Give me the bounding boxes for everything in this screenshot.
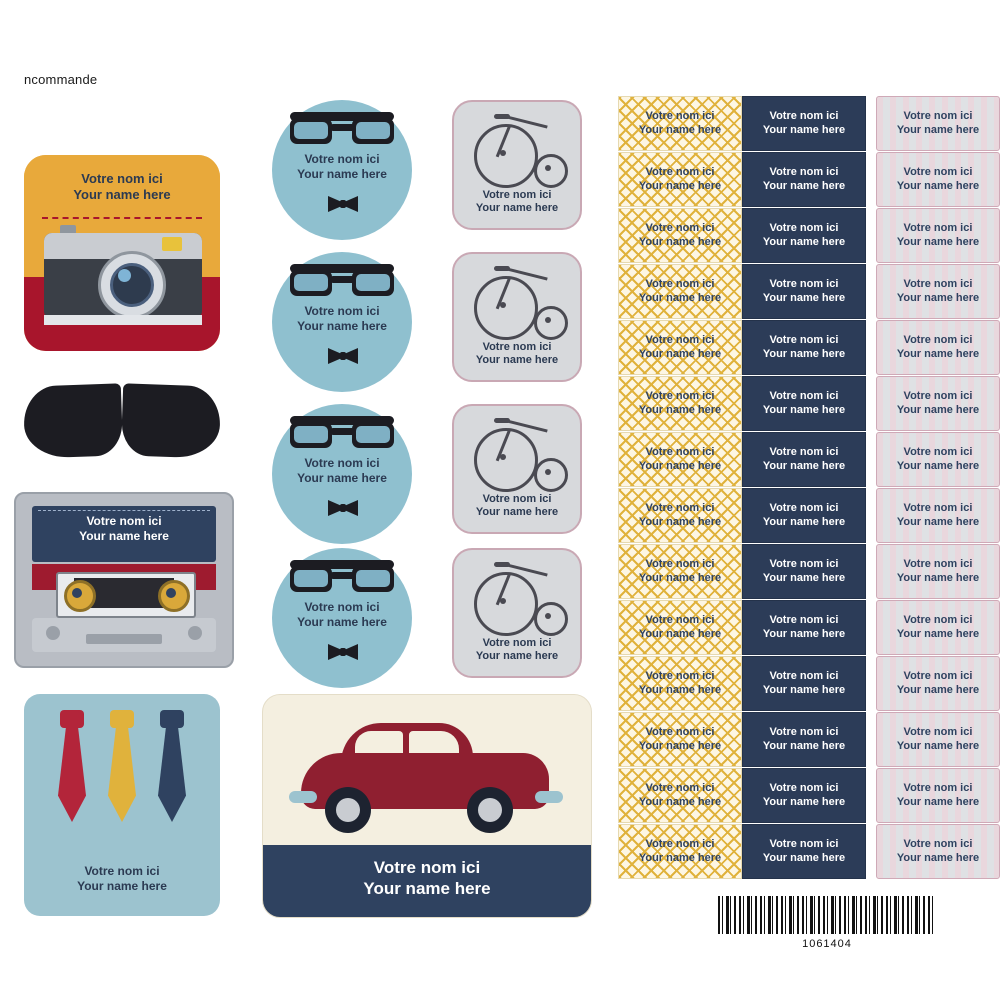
bowtie-icon — [328, 500, 358, 516]
car-bumper-front-icon — [289, 791, 317, 803]
cassette-label-name — [32, 514, 216, 544]
name-line-1: Votre nom ici — [903, 445, 973, 458]
mustache-label[interactable] — [24, 385, 220, 465]
name-line-2: Your name here — [762, 347, 846, 360]
bicycle-rear-wheel-icon — [534, 154, 568, 188]
bicycle-label-name — [454, 189, 580, 217]
bicycle-rear-hub-icon — [545, 165, 551, 171]
necktie-yellow-icon — [102, 710, 142, 822]
name-line-2: Your name here — [896, 683, 980, 696]
strip-name — [763, 614, 845, 642]
strip-name — [763, 670, 845, 698]
car-label-name — [263, 857, 591, 900]
name-line-2: Your name here — [762, 179, 846, 192]
strip-name — [897, 278, 979, 306]
name-line-1: Votre nom ici — [645, 557, 715, 570]
chevron-strip-column — [618, 96, 740, 880]
car-label[interactable] — [262, 694, 592, 918]
name-line-2: Your name here — [363, 879, 491, 899]
name-strip[interactable] — [742, 488, 866, 543]
name-line-2: Your name here — [896, 627, 980, 640]
name-line-1: Votre nom ici — [769, 557, 839, 570]
strip-name — [639, 782, 721, 810]
name-line-2: Your name here — [297, 319, 387, 333]
name-line-1: Votre nom ici — [903, 501, 973, 514]
name-line-2: Your name here — [77, 879, 167, 893]
name-strip[interactable] — [618, 824, 742, 879]
glasses-icon — [290, 416, 394, 450]
name-line-2: Your name here — [762, 235, 846, 248]
name-strip[interactable] — [876, 152, 1000, 207]
bicycle-front-hub-icon — [500, 454, 506, 460]
strip-name — [639, 390, 721, 418]
name-strip[interactable] — [742, 600, 866, 655]
name-line-1: Votre nom ici — [769, 669, 839, 682]
name-line-2: Your name here — [638, 571, 722, 584]
name-line-2: Your name here — [896, 571, 980, 584]
name-strip[interactable] — [876, 264, 1000, 319]
name-line-1: Votre nom ici — [645, 389, 715, 402]
strip-name — [897, 446, 979, 474]
name-line-1: Votre nom ici — [482, 340, 552, 353]
name-line-2: Your name here — [896, 459, 980, 472]
strip-name — [897, 838, 979, 866]
camera-label-name — [24, 171, 220, 204]
strip-name — [763, 782, 845, 810]
name-line-1: Votre nom ici — [645, 445, 715, 458]
bicycle-rear-hub-icon — [545, 469, 551, 475]
bicycle-front-hub-icon — [500, 598, 506, 604]
name-strip[interactable] — [742, 208, 866, 263]
name-line-2: Your name here — [475, 202, 559, 215]
bicycle-square-label[interactable] — [452, 252, 582, 382]
name-line-1: Votre nom ici — [645, 277, 715, 290]
strip-name — [763, 334, 845, 362]
name-line-2: Your name here — [762, 459, 846, 472]
strip-name — [897, 222, 979, 250]
name-strip[interactable] — [618, 96, 742, 151]
name-line-1: Votre nom ici — [903, 781, 973, 794]
name-strip[interactable] — [742, 656, 866, 711]
name-line-1: Votre nom ici — [769, 277, 839, 290]
barcode-number: 1061404 — [802, 938, 852, 950]
name-line-2: Your name here — [475, 354, 559, 367]
name-line-2: Your name here — [79, 529, 169, 543]
name-line-2: Your name here — [638, 179, 722, 192]
name-line-1: Votre nom ici — [903, 389, 973, 402]
bicycle-front-wheel-icon — [474, 572, 538, 636]
strip-name — [763, 222, 845, 250]
name-line-1: Votre nom ici — [645, 109, 715, 122]
name-line-2: Your name here — [762, 851, 846, 864]
strip-name — [639, 670, 721, 698]
bicycle-square-label[interactable] — [452, 100, 582, 230]
strip-name — [639, 726, 721, 754]
ties-label[interactable] — [24, 694, 220, 916]
name-line-1: Votre nom ici — [84, 864, 160, 878]
name-line-1: Votre nom ici — [769, 725, 839, 738]
cassette-head-slot-icon — [86, 634, 162, 644]
necktie-red-icon — [52, 710, 92, 822]
barcode-icon — [718, 896, 936, 934]
ties-label-name — [24, 864, 220, 894]
name-line-1: Votre nom ici — [645, 781, 715, 794]
name-line-1: Votre nom ici — [645, 837, 715, 850]
strip-name — [763, 446, 845, 474]
name-strip[interactable] — [742, 768, 866, 823]
bicycle-label-name — [454, 637, 580, 665]
name-line-1: Votre nom ici — [903, 333, 973, 346]
name-strip[interactable] — [618, 152, 742, 207]
name-strip[interactable] — [876, 320, 1000, 375]
strip-name — [763, 558, 845, 586]
strip-name — [763, 278, 845, 306]
name-line-2: Your name here — [638, 683, 722, 696]
cassette-reel-left-hub-icon — [72, 588, 82, 598]
name-line-1: Votre nom ici — [304, 152, 380, 166]
name-strip[interactable] — [876, 712, 1000, 767]
glasses-icon — [290, 112, 394, 146]
cassette-screw-hole-icon — [46, 626, 60, 640]
name-line-1: Votre nom ici — [304, 304, 380, 318]
name-line-2: Your name here — [762, 515, 846, 528]
name-line-2: Your name here — [638, 291, 722, 304]
name-line-2: Your name here — [638, 347, 722, 360]
name-line-1: Votre nom ici — [645, 669, 715, 682]
name-line-2: Your name here — [762, 739, 846, 752]
glasses-round-label[interactable] — [272, 548, 412, 688]
name-line-2: Your name here — [896, 851, 980, 864]
name-line-2: Your name here — [896, 179, 980, 192]
car-name-band — [263, 845, 591, 917]
name-line-1: Votre nom ici — [86, 514, 162, 528]
strip-name — [897, 110, 979, 138]
name-line-1: Votre nom ici — [769, 613, 839, 626]
name-line-2: Your name here — [297, 615, 387, 629]
name-strip[interactable] — [876, 544, 1000, 599]
mustache-left-icon — [23, 383, 123, 458]
name-line-2: Your name here — [896, 403, 980, 416]
cassette-screw-hole-icon — [188, 626, 202, 640]
name-strip[interactable] — [618, 208, 742, 263]
bicycle-front-hub-icon — [500, 302, 506, 308]
name-line-2: Your name here — [638, 515, 722, 528]
name-strip[interactable] — [742, 264, 866, 319]
strip-name — [639, 278, 721, 306]
name-strip[interactable] — [876, 600, 1000, 655]
name-strip[interactable] — [618, 656, 742, 711]
bicycle-square-label[interactable] — [452, 404, 582, 534]
strip-name — [639, 502, 721, 530]
name-strip[interactable] — [618, 544, 742, 599]
order-header-text: ncommande — [24, 72, 98, 87]
name-line-1: Votre nom ici — [903, 165, 973, 178]
camera-lens-inner-icon — [110, 263, 154, 307]
name-line-1: Votre nom ici — [645, 165, 715, 178]
name-strip[interactable] — [742, 824, 866, 879]
name-strip[interactable] — [618, 376, 742, 431]
name-line-1: Votre nom ici — [769, 109, 839, 122]
name-strip[interactable] — [876, 432, 1000, 487]
name-line-2: Your name here — [896, 235, 980, 248]
name-line-2: Your name here — [638, 403, 722, 416]
name-line-2: Your name here — [896, 795, 980, 808]
name-line-1: Votre nom ici — [903, 221, 973, 234]
name-line-1: Votre nom ici — [304, 456, 380, 470]
name-line-1: Votre nom ici — [903, 669, 973, 682]
name-strip[interactable] — [618, 320, 742, 375]
strip-name — [639, 334, 721, 362]
name-strip[interactable] — [742, 544, 866, 599]
car-bumper-rear-icon — [535, 791, 563, 803]
bicycle-front-wheel-icon — [474, 428, 538, 492]
name-strip[interactable] — [742, 376, 866, 431]
car-wheel-rear-icon — [467, 787, 513, 833]
bicycle-square-label[interactable] — [452, 548, 582, 678]
name-line-2: Your name here — [638, 851, 722, 864]
glasses-icon — [290, 560, 394, 594]
glasses-round-label[interactable] — [272, 404, 412, 544]
name-line-1: Votre nom ici — [769, 333, 839, 346]
name-strip[interactable] — [742, 96, 866, 151]
strip-name — [763, 838, 845, 866]
name-line-1: Votre nom ici — [769, 389, 839, 402]
glasses-label-name — [272, 152, 412, 182]
strip-name — [897, 782, 979, 810]
strip-name — [763, 390, 845, 418]
bicycle-front-wheel-icon — [474, 276, 538, 340]
bowtie-icon — [328, 196, 358, 212]
camera-label[interactable] — [24, 155, 220, 351]
strip-name — [639, 110, 721, 138]
strip-name — [897, 614, 979, 642]
bowtie-icon — [328, 348, 358, 364]
name-line-1: Votre nom ici — [769, 445, 839, 458]
name-line-2: Your name here — [896, 515, 980, 528]
name-strip[interactable] — [876, 208, 1000, 263]
mustache-right-icon — [121, 383, 221, 458]
name-line-2: Your name here — [638, 627, 722, 640]
strip-name — [639, 614, 721, 642]
name-line-2: Your name here — [297, 167, 387, 181]
name-line-1: Votre nom ici — [81, 171, 163, 186]
name-line-1: Votre nom ici — [769, 165, 839, 178]
strip-name — [639, 838, 721, 866]
name-line-2: Your name here — [896, 123, 980, 136]
name-line-2: Your name here — [762, 627, 846, 640]
name-line-1: Votre nom ici — [645, 725, 715, 738]
strip-name — [763, 726, 845, 754]
bowtie-icon — [328, 644, 358, 660]
strip-name — [639, 558, 721, 586]
name-line-2: Your name here — [475, 506, 559, 519]
bicycle-front-wheel-icon — [474, 124, 538, 188]
name-strip[interactable] — [876, 656, 1000, 711]
name-line-1: Votre nom ici — [903, 837, 973, 850]
name-line-2: Your name here — [762, 571, 846, 584]
camera-base-strip-icon — [44, 315, 202, 325]
dashed-divider — [42, 217, 202, 219]
cassette-name-panel — [32, 506, 216, 562]
cassette-dashed-line — [38, 510, 210, 511]
name-line-1: Votre nom ici — [769, 221, 839, 234]
glasses-label-name — [272, 304, 412, 334]
name-line-2: Your name here — [762, 291, 846, 304]
glasses-icon — [290, 264, 394, 298]
name-line-2: Your name here — [762, 403, 846, 416]
name-line-1: Votre nom ici — [903, 109, 973, 122]
name-strip[interactable] — [742, 152, 866, 207]
name-strip[interactable] — [876, 96, 1000, 151]
name-strip[interactable] — [618, 432, 742, 487]
name-strip[interactable] — [618, 488, 742, 543]
strip-name — [897, 670, 979, 698]
name-line-2: Your name here — [638, 459, 722, 472]
glasses-label-name — [272, 456, 412, 486]
name-line-2: Your name here — [896, 739, 980, 752]
name-strip[interactable] — [876, 768, 1000, 823]
strip-name — [897, 166, 979, 194]
glasses-label-name — [272, 600, 412, 630]
name-line-1: Votre nom ici — [373, 858, 481, 877]
strip-name — [897, 390, 979, 418]
name-line-2: Your name here — [297, 471, 387, 485]
bicycle-rear-hub-icon — [545, 317, 551, 323]
car-wheel-front-icon — [325, 787, 371, 833]
strip-name — [763, 166, 845, 194]
name-line-2: Your name here — [638, 795, 722, 808]
name-line-2: Your name here — [638, 235, 722, 248]
name-line-1: Votre nom ici — [903, 613, 973, 626]
name-strip[interactable] — [742, 432, 866, 487]
strip-name — [639, 222, 721, 250]
bicycle-front-hub-icon — [500, 150, 506, 156]
name-strip[interactable] — [618, 712, 742, 767]
name-line-1: Votre nom ici — [645, 501, 715, 514]
strip-name — [897, 502, 979, 530]
name-strip[interactable] — [618, 768, 742, 823]
strip-name — [763, 110, 845, 138]
strip-name — [897, 726, 979, 754]
name-line-1: Votre nom ici — [645, 221, 715, 234]
name-line-2: Your name here — [475, 650, 559, 663]
name-line-1: Votre nom ici — [482, 636, 552, 649]
bicycle-label-name — [454, 493, 580, 521]
name-line-2: Your name here — [896, 291, 980, 304]
name-line-1: Votre nom ici — [903, 725, 973, 738]
name-line-2: Your name here — [638, 123, 722, 136]
bicycle-rear-wheel-icon — [534, 306, 568, 340]
strip-name — [763, 502, 845, 530]
name-strip[interactable] — [618, 600, 742, 655]
camera-lens-glint-icon — [118, 269, 131, 282]
cassette-reel-right-hub-icon — [166, 588, 176, 598]
bicycle-rear-hub-icon — [545, 613, 551, 619]
bicycle-label-name — [454, 341, 580, 369]
name-strip[interactable] — [876, 824, 1000, 879]
name-strip[interactable] — [742, 320, 866, 375]
name-line-1: Votre nom ici — [304, 600, 380, 614]
name-line-2: Your name here — [638, 739, 722, 752]
name-line-2: Your name here — [896, 347, 980, 360]
name-strip[interactable] — [618, 264, 742, 319]
name-line-1: Votre nom ici — [645, 333, 715, 346]
name-line-1: Votre nom ici — [903, 277, 973, 290]
strip-name — [897, 558, 979, 586]
bicycle-rear-wheel-icon — [534, 458, 568, 492]
glasses-round-label[interactable] — [272, 100, 412, 240]
name-line-1: Votre nom ici — [482, 492, 552, 505]
bicycle-rear-wheel-icon — [534, 602, 568, 636]
name-line-1: Votre nom ici — [769, 781, 839, 794]
strip-name — [897, 334, 979, 362]
glasses-round-label[interactable] — [272, 252, 412, 392]
name-line-2: Your name here — [73, 187, 171, 203]
name-line-1: Votre nom ici — [903, 557, 973, 570]
strip-name — [639, 446, 721, 474]
cassette-label[interactable] — [14, 492, 234, 668]
name-strip[interactable] — [876, 488, 1000, 543]
name-strip[interactable] — [876, 376, 1000, 431]
name-line-2: Your name here — [762, 683, 846, 696]
pink-stripe-strip-column — [876, 96, 998, 880]
name-line-1: Votre nom ici — [645, 613, 715, 626]
navy-strip-column — [742, 96, 864, 880]
name-line-2: Your name here — [762, 123, 846, 136]
strip-name — [639, 166, 721, 194]
necktie-navy-icon — [152, 710, 192, 822]
camera-flash-icon — [162, 237, 182, 251]
barcode-block — [718, 896, 936, 950]
name-line-1: Votre nom ici — [769, 501, 839, 514]
name-line-1: Votre nom ici — [769, 837, 839, 850]
name-line-1: Votre nom ici — [482, 188, 552, 201]
name-strip[interactable] — [742, 712, 866, 767]
name-line-2: Your name here — [762, 795, 846, 808]
